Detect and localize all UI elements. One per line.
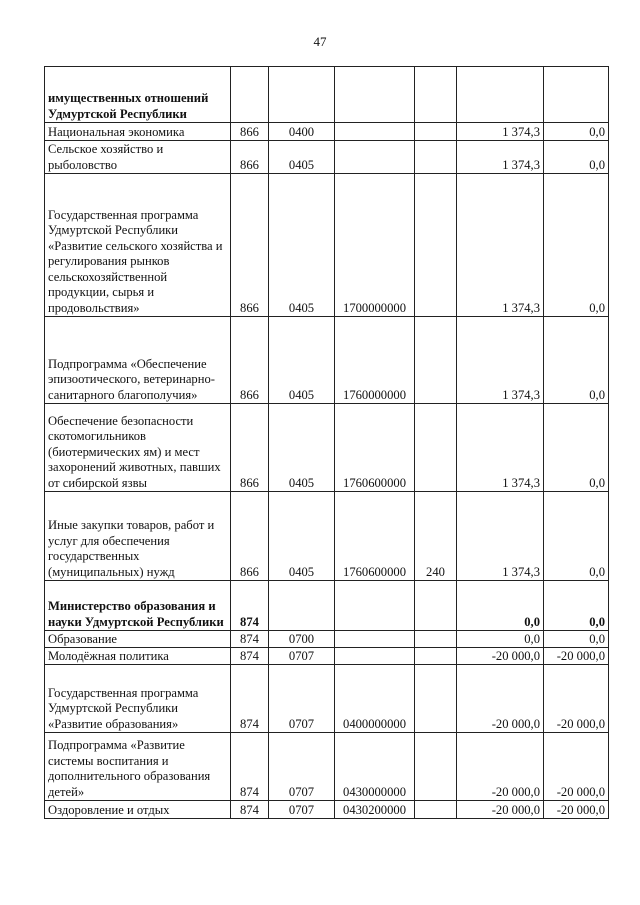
ministry-code: 866 [231,317,269,404]
table-row [45,174,609,317]
table-row [45,665,609,733]
section-code: 0405 [269,174,335,317]
section-code: 0707 [269,665,335,733]
section-code: 0405 [269,404,335,492]
target-article-code: 1760600000 [335,492,415,581]
target-article-code: 0400000000 [335,665,415,733]
amount-2: 0,0 [544,492,609,581]
expense-type-code [415,174,457,317]
section-code [269,67,335,123]
section-code: 0400 [269,123,335,141]
expense-type-code [415,404,457,492]
ministry-code: 866 [231,123,269,141]
row-name: имущественных отношений Удмуртской Республики [45,67,231,123]
row-name: Молодёжная политика [45,648,231,665]
target-article-code [335,581,415,631]
section-code: 0405 [269,492,335,581]
row-name: Образование [45,631,231,648]
row-name: Обеспечение безопасности скотомогильников (биотермических ям) и мест захоронений животных, павших от сибирской язвы [45,404,231,492]
row-name: Государственная программа Удмуртской Республики «Развитие образования» [45,665,231,733]
section-code: 0707 [269,648,335,665]
amount-2: 0,0 [544,631,609,648]
amount-1: 0,0 [457,581,544,631]
table-row [45,404,609,492]
row-name: Оздоровление и отдых [45,801,231,819]
target-article-code [335,123,415,141]
ministry-code: 866 [231,141,269,174]
expense-type-code [415,67,457,123]
section-code: 0707 [269,801,335,819]
expense-type-code [415,733,457,801]
ministry-code: 874 [231,648,269,665]
target-article-code: 0430200000 [335,801,415,819]
row-name: Сельское хозяйство и рыболовство [45,141,231,174]
ministry-code: 874 [231,581,269,631]
amount-2: -20 000,0 [544,665,609,733]
amount-1: -20 000,0 [457,733,544,801]
section-code: 0707 [269,733,335,801]
expense-type-code [415,648,457,665]
page-number: 47 [313,34,327,49]
section-code [269,581,335,631]
amount-2: 0,0 [544,123,609,141]
amount-1: 1 374,3 [457,174,544,317]
row-name: Министерство образования и науки Удмуртской Республики [45,581,231,631]
target-article-code: 0430000000 [335,733,415,801]
amount-1: -20 000,0 [457,801,544,819]
amount-1: -20 000,0 [457,665,544,733]
amount-2: 0,0 [544,174,609,317]
amount-1: -20 000,0 [457,648,544,665]
ministry-code: 866 [231,174,269,317]
ministry-code: 874 [231,631,269,648]
ministry-code: 874 [231,801,269,819]
target-article-code: 1760000000 [335,317,415,404]
ministry-code [231,67,269,123]
table-row [45,492,609,581]
amount-2: -20 000,0 [544,733,609,801]
target-article-code [335,141,415,174]
row-name: Государственная программа Удмуртской Республики «Развитие сельского хозяйства и регулирования рынков сельскохозяйственной продукции, сырья и продовольствия» [45,174,231,317]
section-code: 0405 [269,141,335,174]
expense-type-code [415,141,457,174]
target-article-code [335,67,415,123]
row-name: Национальная экономика [45,123,231,141]
table-row [45,123,609,141]
ministry-code: 866 [231,492,269,581]
expense-type-code [415,631,457,648]
table-row [45,67,609,123]
table-row [45,733,609,801]
expense-type-code [415,581,457,631]
amount-1: 1 374,3 [457,404,544,492]
amount-2: 0,0 [544,404,609,492]
target-article-code [335,648,415,665]
amount-1: 0,0 [457,631,544,648]
row-name: Подпрограмма «Развитие системы воспитания и дополнительного образования детей» [45,733,231,801]
expense-type-code [415,801,457,819]
budget-table [44,66,609,819]
ministry-code: 874 [231,733,269,801]
amount-2: 0,0 [544,581,609,631]
amount-2: -20 000,0 [544,801,609,819]
expense-type-code [415,665,457,733]
table-row [45,648,609,665]
target-article-code: 1760600000 [335,404,415,492]
expense-type-code [415,123,457,141]
target-article-code [335,631,415,648]
table-row [45,581,609,631]
amount-2 [544,67,609,123]
amount-1: 1 374,3 [457,317,544,404]
amount-1: 1 374,3 [457,141,544,174]
table-row [45,317,609,404]
row-name: Подпрограмма «Обеспечение эпизоотического, ветеринарно-санитарного благополучия» [45,317,231,404]
expense-type-code: 240 [415,492,457,581]
amount-1: 1 374,3 [457,492,544,581]
section-code: 0700 [269,631,335,648]
target-article-code: 1700000000 [335,174,415,317]
amount-2: -20 000,0 [544,648,609,665]
ministry-code: 874 [231,665,269,733]
amount-2: 0,0 [544,317,609,404]
table-row [45,801,609,819]
ministry-code: 866 [231,404,269,492]
table-row [45,631,609,648]
amount-2: 0,0 [544,141,609,174]
section-code: 0405 [269,317,335,404]
amount-1: 1 374,3 [457,123,544,141]
row-name: Иные закупки товаров, работ и услуг для обеспечения государственных (муниципальных) нужд [45,492,231,581]
table-row [45,141,609,174]
amount-1 [457,67,544,123]
expense-type-code [415,317,457,404]
